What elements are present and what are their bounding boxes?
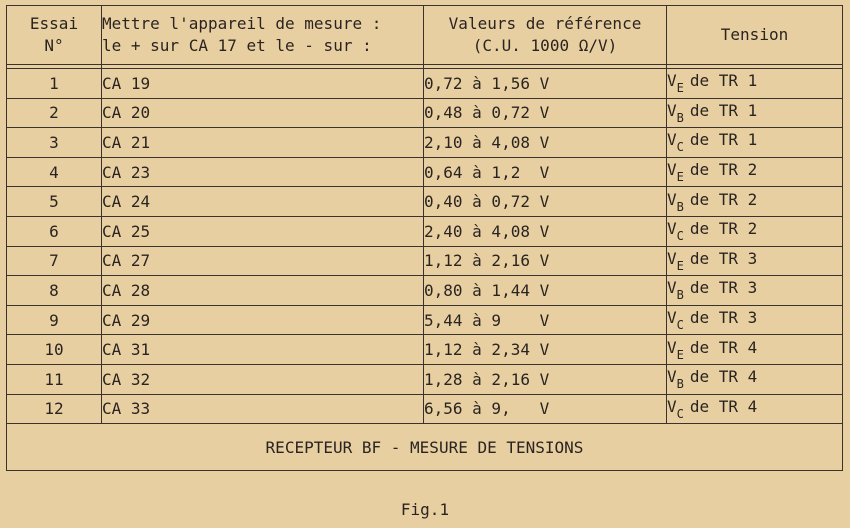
- tension-subscript: E: [676, 258, 684, 273]
- tension-symbol: V: [667, 160, 677, 180]
- cell-point: CA 33: [102, 394, 424, 424]
- cell-essai: 5: [7, 187, 102, 217]
- cell-reference: 1,12 à 2,16 V: [424, 246, 667, 276]
- cell-point: CA 23: [102, 157, 424, 187]
- cell-tension: [667, 216, 843, 246]
- cell-tension: [667, 187, 843, 217]
- cell-reference: 6,56 à 9, V: [424, 394, 667, 424]
- tension-subscript: C: [676, 140, 684, 155]
- cell-essai: 12: [7, 394, 102, 424]
- cell-tension: [667, 364, 843, 394]
- tension-transistor: de TR 2: [689, 160, 758, 180]
- tension-symbol: V: [667, 219, 677, 239]
- header-mettre-line1: Mettre l'appareil de mesure :: [102, 14, 382, 33]
- tension-transistor: de TR 3: [689, 278, 758, 298]
- table-body: [7, 69, 843, 424]
- cell-reference: 2,10 à 4,08 V: [424, 128, 667, 158]
- cell-essai: 7: [7, 246, 102, 276]
- cell-point: CA 19: [102, 69, 424, 99]
- cell-point: CA 32: [102, 364, 424, 394]
- cell-reference: 2,40 à 4,08 V: [424, 216, 667, 246]
- header-valeurs-line2: (C.U. 1000 Ω/V): [472, 36, 618, 55]
- header-tension: Tension: [667, 6, 843, 65]
- cell-point: CA 20: [102, 98, 424, 128]
- cell-tension: [667, 128, 843, 158]
- cell-tension: [667, 394, 843, 424]
- cell-tension: [667, 305, 843, 335]
- header-valeurs-line1: Valeurs de référence: [448, 14, 642, 33]
- tension-subscript: B: [676, 199, 684, 214]
- table-row: [7, 128, 843, 158]
- cell-tension: [667, 69, 843, 99]
- cell-essai: 10: [7, 335, 102, 365]
- header-mettre: [102, 6, 424, 65]
- header-valeurs: [424, 6, 667, 65]
- cell-point: CA 24: [102, 187, 424, 217]
- cell-essai: 2: [7, 98, 102, 128]
- cell-reference: 5,44 à 9 V: [424, 305, 667, 335]
- header-essai: [7, 6, 102, 65]
- tension-symbol: V: [667, 337, 677, 357]
- table-row: [7, 69, 843, 99]
- tension-subscript: C: [676, 229, 684, 244]
- tension-transistor: de TR 1: [689, 71, 758, 91]
- cell-reference: 0,72 à 1,56 V: [424, 69, 667, 99]
- header-essai-line1: Essai: [29, 14, 79, 33]
- cell-tension: [667, 246, 843, 276]
- header-essai-line2: N°: [44, 36, 64, 55]
- tension-symbol: V: [667, 308, 677, 328]
- tension-transistor: de TR 3: [689, 308, 758, 328]
- tension-transistor: de TR 1: [689, 100, 758, 120]
- tension-transistor: de TR 3: [689, 248, 758, 268]
- cell-point: CA 29: [102, 305, 424, 335]
- tension-symbol: V: [667, 130, 677, 150]
- tension-transistor: de TR 4: [689, 337, 758, 357]
- table-row: [7, 187, 843, 217]
- cell-tension: [667, 276, 843, 306]
- tension-transistor: de TR 2: [689, 219, 758, 239]
- cell-point: CA 28: [102, 276, 424, 306]
- table-row: [7, 276, 843, 306]
- table-row: [7, 364, 843, 394]
- cell-essai: 4: [7, 157, 102, 187]
- cell-reference: 0,64 à 1,2 V: [424, 157, 667, 187]
- table-row: [7, 394, 843, 424]
- cell-point: CA 27: [102, 246, 424, 276]
- cell-essai: 1: [7, 69, 102, 99]
- tension-transistor: de TR 4: [689, 396, 758, 416]
- tension-subscript: E: [676, 81, 684, 96]
- cell-reference: 0,80 à 1,44 V: [424, 276, 667, 306]
- header-mettre-line2: le + sur CA 17 et le - sur :: [102, 36, 372, 55]
- table-row: [7, 305, 843, 335]
- tension-symbol: V: [667, 278, 677, 298]
- tension-subscript: C: [676, 406, 684, 421]
- table-title: RECEPTEUR BF - MESURE DE TENSIONS: [7, 424, 843, 471]
- tension-symbol: V: [667, 71, 677, 91]
- cell-point: CA 25: [102, 216, 424, 246]
- cell-essai: 3: [7, 128, 102, 158]
- cell-reference: 1,12 à 2,34 V: [424, 335, 667, 365]
- cell-reference: 0,48 à 0,72 V: [424, 98, 667, 128]
- cell-tension: [667, 335, 843, 365]
- cell-tension: [667, 98, 843, 128]
- table-row: [7, 98, 843, 128]
- tension-subscript: B: [676, 288, 684, 303]
- cell-reference: 1,28 à 2,16 V: [424, 364, 667, 394]
- cell-point: CA 21: [102, 128, 424, 158]
- cell-essai: 6: [7, 216, 102, 246]
- header-row: [7, 6, 843, 65]
- cell-essai: 11: [7, 364, 102, 394]
- tension-symbol: V: [667, 189, 677, 209]
- tension-subscript: C: [676, 318, 684, 333]
- cell-point: CA 31: [102, 335, 424, 365]
- tension-subscript: B: [676, 110, 684, 125]
- tension-transistor: de TR 4: [689, 367, 758, 387]
- cell-essai: 8: [7, 276, 102, 306]
- footer-row: [7, 424, 843, 471]
- figure-caption: Fig.1: [400, 500, 450, 519]
- tension-symbol: V: [667, 100, 677, 120]
- tension-transistor: de TR 2: [689, 189, 758, 209]
- tension-symbol: V: [667, 396, 677, 416]
- tension-subscript: E: [676, 170, 684, 185]
- cell-reference: 0,40 à 0,72 V: [424, 187, 667, 217]
- tension-transistor: de TR 1: [689, 130, 758, 150]
- measurement-table: [6, 5, 843, 471]
- tension-subscript: B: [676, 377, 684, 392]
- cell-essai: 9: [7, 305, 102, 335]
- table-row: [7, 216, 843, 246]
- tension-subscript: E: [676, 347, 684, 362]
- cell-tension: [667, 157, 843, 187]
- table-row: [7, 246, 843, 276]
- tension-symbol: V: [667, 367, 677, 387]
- table-row: [7, 335, 843, 365]
- table-row: [7, 157, 843, 187]
- tension-symbol: V: [667, 248, 677, 268]
